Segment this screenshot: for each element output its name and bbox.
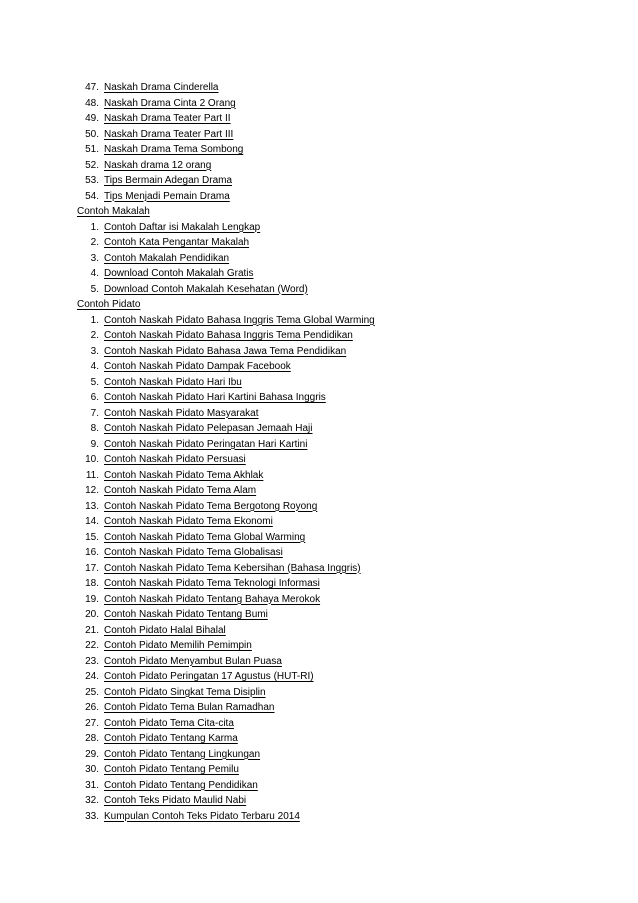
- list-item-link[interactable]: Contoh Naskah Pidato Tema Kebersihan (Bahasa Inggris): [104, 562, 361, 574]
- list-item-number: 15.: [85, 531, 99, 543]
- list-item-link[interactable]: Contoh Daftar isi Makalah Lengkap: [104, 221, 261, 233]
- list-item-number: 1.: [90, 221, 99, 233]
- list-item-link[interactable]: Tips Menjadi Pemain Drama: [104, 190, 230, 202]
- list-item-link[interactable]: Contoh Naskah Pidato Bahasa Inggris Tema Global Warming: [104, 314, 375, 326]
- list-item-link[interactable]: Contoh Teks Pidato Maulid Nabi: [104, 795, 247, 806]
- list-item-link[interactable]: Contoh Naskah Pidato Tema Akhlak: [104, 469, 264, 481]
- list-item-number: 10.: [85, 454, 99, 465]
- list-item-link[interactable]: Naskah drama 12 orang: [104, 159, 212, 171]
- list-item-number: 51.: [85, 144, 99, 155]
- list-item-number: 7.: [90, 407, 99, 419]
- section-heading-makalah[interactable]: Contoh Makalah: [77, 206, 150, 217]
- list-item-number: 8.: [90, 423, 99, 434]
- list-item-number: 18.: [85, 578, 99, 589]
- list-item-number: 33.: [85, 810, 99, 822]
- list-item-number: 6.: [90, 392, 99, 403]
- list-item-link[interactable]: Kumpulan Contoh Teks Pidato Terbaru 2014: [104, 810, 300, 822]
- list-item-link[interactable]: Contoh Naskah Pidato Tentang Bumi: [104, 609, 268, 620]
- list-item-link[interactable]: Naskah Drama Teater Part III: [104, 128, 234, 140]
- list-item-number: 4.: [90, 361, 99, 372]
- list-item-number: 50.: [85, 128, 99, 140]
- list-item-number: 9.: [90, 438, 99, 450]
- list-item-number: 22.: [85, 640, 99, 651]
- list-item-link[interactable]: Contoh Kata Pengantar Makalah: [104, 237, 250, 248]
- list-item-link[interactable]: Contoh Pidato Peringatan 17 Agustus (HUT-RI): [104, 671, 314, 682]
- list-item-link[interactable]: Contoh Naskah Pidato Peringatan Hari Kartini: [104, 438, 308, 450]
- list-item-link[interactable]: Contoh Naskah Pidato Tema Bergotong Royong: [104, 500, 318, 512]
- list-item-number: 2.: [90, 237, 99, 248]
- list-item-number: 27.: [85, 717, 99, 729]
- list-item-number: 5.: [90, 283, 99, 295]
- list-item-link[interactable]: Contoh Naskah Pidato Tema Alam: [104, 485, 257, 496]
- list-item-link[interactable]: Contoh Naskah Pidato Masyarakat: [104, 407, 259, 419]
- list-item-number: 23.: [85, 655, 99, 667]
- list-item-link[interactable]: Contoh Naskah Pidato Bahasa Inggris Tema Pendidikan: [104, 330, 353, 341]
- list-item-number: 29.: [85, 748, 99, 760]
- list-item-number: 30.: [85, 764, 99, 775]
- section-heading-pidato[interactable]: Contoh Pidato: [77, 299, 141, 310]
- list-item-number: 16.: [85, 547, 99, 558]
- list-item-number: 11.: [85, 469, 99, 481]
- list-item-link[interactable]: Contoh Naskah Pidato Persuasi: [104, 454, 246, 465]
- list-item-number: 2.: [90, 330, 99, 341]
- list-item-link[interactable]: Contoh Pidato Menyambut Bulan Puasa: [104, 655, 282, 667]
- list-item-number: 17.: [85, 562, 99, 574]
- list-item-link[interactable]: Contoh Pidato Halal Bihalal: [104, 624, 226, 636]
- list-item-number: 1.: [90, 314, 99, 326]
- list-item-number: 5.: [90, 376, 99, 388]
- list-item-link[interactable]: Naskah Drama Cinderella: [104, 82, 219, 93]
- list-item-link[interactable]: Contoh Naskah Pidato Tentang Bahaya Merokok: [104, 593, 321, 605]
- list-item-link[interactable]: Naskah Drama Cinta 2 Orang: [104, 97, 236, 109]
- list-item-link[interactable]: Contoh Naskah Pidato Tema Ekonomi: [104, 516, 273, 527]
- list-item-number: 25.: [85, 686, 99, 698]
- list-item-link[interactable]: Contoh Pidato Tema Cita-cita: [104, 717, 234, 729]
- list-item-number: 14.: [85, 516, 99, 527]
- list-item-link[interactable]: Contoh Naskah Pidato Tema Global Warming: [104, 531, 306, 543]
- list-item-link[interactable]: Contoh Pidato Memilih Pemimpin: [104, 640, 252, 651]
- list-item-link[interactable]: Contoh Makalah Pendidikan: [104, 252, 230, 264]
- list-item-number: 52.: [85, 159, 99, 171]
- list-item-number: 3.: [90, 252, 99, 264]
- list-item-number: 3.: [90, 345, 99, 357]
- list-item-number: 13.: [85, 500, 99, 512]
- list-item-link[interactable]: Contoh Naskah Pidato Pelepasan Jemaah Haji: [104, 423, 313, 434]
- list-item-number: 21.: [85, 624, 99, 636]
- list-item-link[interactable]: Contoh Pidato Tema Bulan Ramadhan: [104, 702, 275, 713]
- list-item-link[interactable]: Naskah Drama Teater Part II: [104, 113, 231, 124]
- list-item-number: 4.: [90, 268, 99, 279]
- list-item-number: 12.: [85, 485, 99, 496]
- list-item-number: 49.: [85, 113, 99, 124]
- list-item-link[interactable]: Download Contoh Makalah Gratis: [104, 268, 254, 279]
- list-item-number: 47.: [85, 82, 99, 93]
- list-item-link[interactable]: Contoh Pidato Tentang Karma: [104, 733, 238, 744]
- list-item-link[interactable]: Contoh Pidato Tentang Lingkungan: [104, 748, 261, 760]
- list-item-number: 24.: [85, 671, 99, 682]
- list-item-link[interactable]: Contoh Naskah Pidato Bahasa Jawa Tema Pendidikan: [104, 345, 347, 357]
- list-item-number: 26.: [85, 702, 99, 713]
- list-item-link[interactable]: Tips Bermain Adegan Drama: [104, 175, 233, 186]
- list-item-number: 48.: [85, 97, 99, 109]
- list-item-link[interactable]: Naskah Drama Tema Sombong: [104, 144, 244, 155]
- list-item-number: 53.: [85, 175, 99, 186]
- list-item-number: 19.: [85, 593, 99, 605]
- list-item-number: 20.: [85, 609, 99, 620]
- list-item-number: 28.: [85, 733, 99, 744]
- list-item-link[interactable]: Contoh Naskah Pidato Hari Kartini Bahasa Inggris: [104, 392, 326, 403]
- list-item-link[interactable]: Download Contoh Makalah Kesehatan (Word): [104, 283, 308, 295]
- list-item-link[interactable]: Contoh Naskah Pidato Hari Ibu: [104, 376, 242, 388]
- list-item-link[interactable]: Contoh Naskah Pidato Dampak Facebook: [104, 361, 291, 372]
- list-item-link[interactable]: Contoh Naskah Pidato Tema Globalisasi: [104, 547, 283, 558]
- list-item-link[interactable]: Contoh Pidato Tentang Pendidikan: [104, 779, 258, 791]
- list-item-number: 32.: [85, 795, 99, 806]
- list-item-number: 31.: [85, 779, 99, 791]
- list-item-number: 54.: [85, 190, 99, 202]
- list-item-link[interactable]: Contoh Naskah Pidato Tema Teknologi Informasi: [104, 578, 320, 589]
- list-item-link[interactable]: Contoh Pidato Singkat Tema Disiplin: [104, 686, 266, 698]
- list-item-link[interactable]: Contoh Pidato Tentang Pemilu: [104, 764, 239, 775]
